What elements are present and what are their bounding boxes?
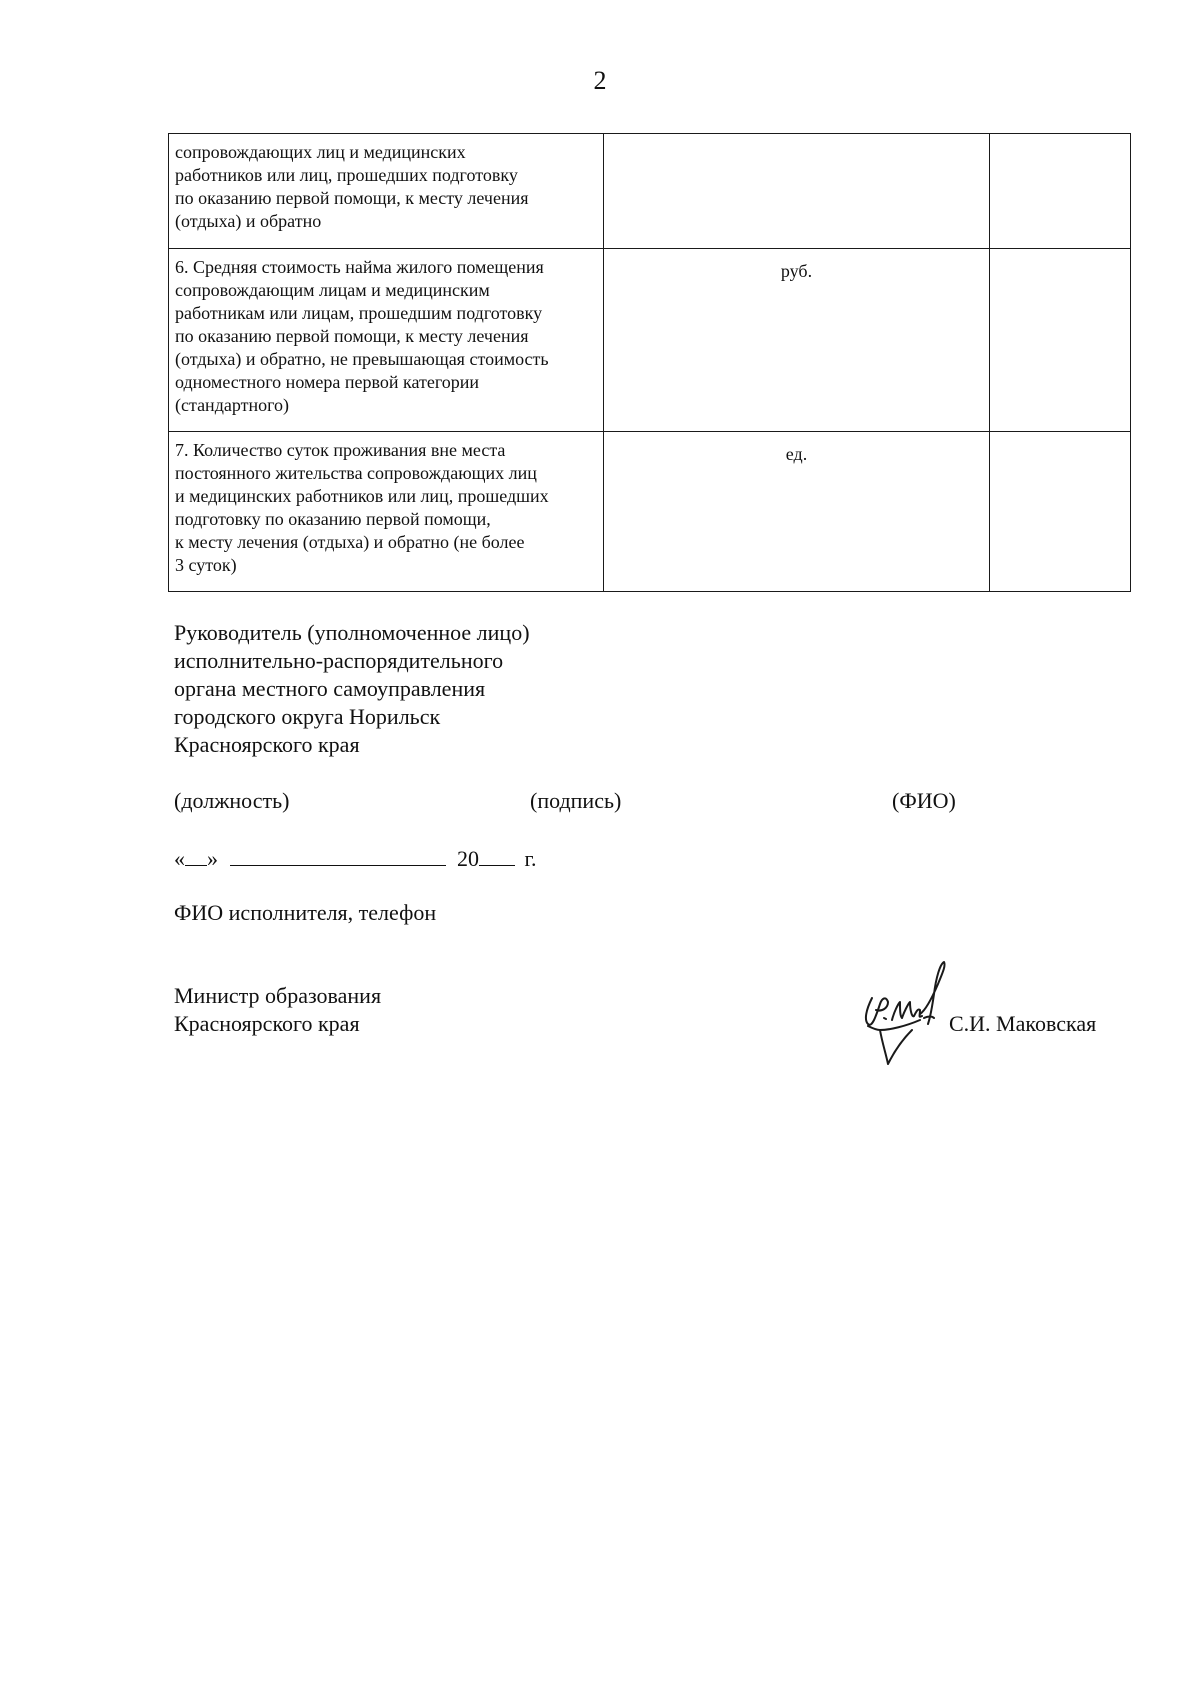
executor-line: ФИО исполнителя, телефон: [174, 900, 437, 925]
table-row: [169, 432, 1131, 592]
row-description: [169, 134, 604, 249]
year-suffix: г.: [524, 846, 537, 871]
row-unit: ед.: [604, 432, 990, 592]
signature-labels: [174, 787, 974, 817]
year-prefix: 20: [457, 846, 479, 871]
row-description: [169, 432, 604, 592]
date-open-quote: «: [174, 846, 185, 871]
fio-label: (ФИО): [892, 788, 956, 813]
head-line: городского округа Норильск: [174, 704, 441, 729]
row-unit: [604, 134, 990, 249]
minister-title: Министр образования: [174, 983, 382, 1008]
table-row: [169, 249, 1131, 432]
month-blank: [230, 843, 446, 866]
year-blank: [479, 843, 515, 866]
minister-name: С.И. Маковская: [949, 1011, 1097, 1036]
date-line: [174, 843, 537, 873]
head-line: исполнительно-распорядительного: [174, 648, 504, 673]
page-number: 2: [593, 66, 607, 95]
table-row: [169, 134, 1131, 249]
row-value: [990, 134, 1131, 249]
minister-block: [174, 982, 381, 1038]
indicators-table: [168, 133, 1131, 592]
row-description-text: 7. Количество суток проживания вне места постоянного жительства сопровождающих лиц и медицинских работников или лиц, прошедших подготовку по оказанию первой помощи, к месту лечения (отдыха) и обратно (не более 3 суток): [175, 440, 549, 575]
date-close-quote: »: [207, 846, 218, 871]
row-value: [990, 432, 1131, 592]
row-unit: руб.: [604, 249, 990, 432]
row-description-text: 6. Средняя стоимость найма жилого помещения сопровождающим лицам и медицинским работникам или лицам, прошедшим подготовку по оказанию первой помощи, к месту лечения (отдыха) и обратно, не превышающая стоимость одноместного номера первой категории (стандартного): [175, 257, 549, 415]
day-blank: [185, 843, 207, 866]
minister-region: Красноярского края: [174, 1011, 360, 1036]
head-block: [174, 619, 530, 759]
position-label: (должность): [174, 788, 290, 813]
signature-label: (подпись): [530, 788, 622, 813]
row-value: [990, 249, 1131, 432]
head-line: Красноярского края: [174, 732, 360, 757]
row-description-text: сопровождающих лиц и медицинских работников или лиц, прошедших подготовку по оказанию первой помощи, к месту лечения (отдыха) и обратно: [175, 142, 529, 231]
head-line: Руководитель (уполномоченное лицо): [174, 620, 530, 645]
head-line: органа местного самоуправления: [174, 676, 486, 701]
row-description: [169, 249, 604, 432]
